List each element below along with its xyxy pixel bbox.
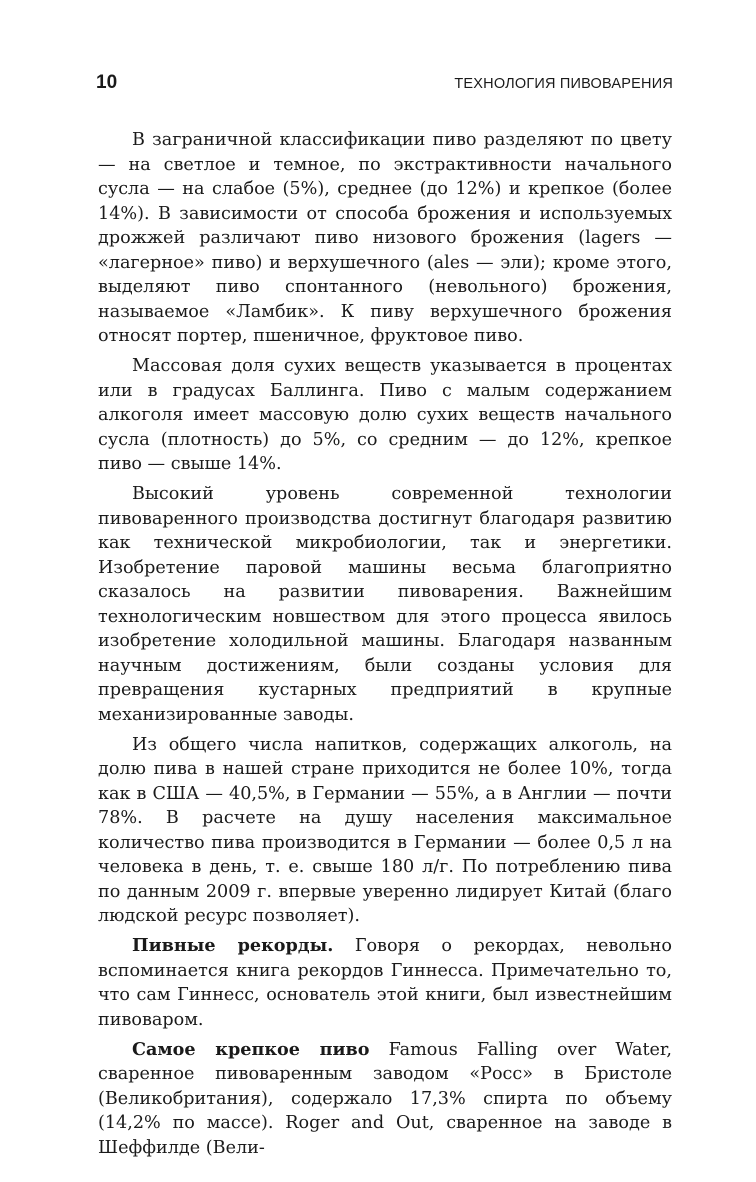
- page-number: 10: [96, 72, 118, 93]
- paragraph-classification: [98, 128, 672, 349]
- paragraph-strongest-beer: [98, 1038, 672, 1161]
- paragraph-lead: Пивные рекорды.: [132, 935, 334, 957]
- paragraph-technology: [98, 482, 672, 727]
- running-title: ТЕХНОЛОГИЯ ПИВОВАРЕНИЯ: [454, 76, 673, 92]
- paragraph-text: Famous Falling over Water, сваренное пивоваренным заводом «Росс» в Бристоле (Великобритания), содержало 17,3% спирта по объему (14,2% по массе). Roger and Out, сваренное на заводе в Шеффилде (Вели-: [98, 1039, 672, 1158]
- page-header: [96, 70, 673, 96]
- paragraph-text: Высокий уровень современной технологии пивоваренного производства достигнут благодаря развитию как технической микробиологии, так и энергетики. Изобретение паровой машины весьма благоприятно сказалось на развитии пивоварения. Важнейшим технологическим новшеством для этого процесса явилось изобретение холодильной машины. Благодаря названным научным достижениям, были созданы условия для превращения кустарных предприятий в крупные механизированные заводы.: [98, 484, 672, 725]
- paragraph-consumption: [98, 733, 672, 929]
- text-body: [98, 128, 672, 1160]
- paragraph-text: Массовая доля сухих веществ указывается в процентах или в градусах Баллинга. Пиво с малым содержанием алкоголя имеет массовую долю сухих веществ начального сусла (плотность) до 5%, со средним — до 12%, крепкое пиво — свыше 14%.: [98, 356, 672, 475]
- paragraph-lead: Самое крепкое пиво: [132, 1038, 370, 1060]
- paragraph-text: В заграничной классификации пиво разделяют по цвету — на светлое и темное, по экстрактивности начального сусла — на слабое (5%), среднее (до 12%) и крепкое (более 14%). В зависимости от способа брожения и используемых дрожжей различают пиво низового брожения (lagers — «лагерное» пиво) и верхушечного (ales — эли); кроме этого, выделяют пиво спонтанного (невольного) брожения, называемое «Ламбик». К пиву верхушечного брожения относят портер, пшеничное, фруктовое пиво.: [98, 130, 672, 346]
- paragraph-text: Из общего числа напитков, содержащих алкоголь, на долю пива в нашей стране приходится не более 10%, тогда как в США — 40,5%, в Германии — 55%, а в Англии — почти 78%. В расчете на душу населения максимальное количество пива производится в Германии — более 0,5 л на человека в день, т. е. свыше 180 л/г. По потреблению пива по данным 2009 г. впервые уверенно лидирует Китай (благо людской ресурс позволяет).: [98, 734, 672, 927]
- paragraph-dry-matter: [98, 354, 672, 477]
- paragraph-text: Говоря о рекордах, невольно вспоминается книга рекордов Гиннесса. Примечательно то, что сам Гиннесс, основатель этой книги, был известнейшим пивоваром.: [98, 936, 673, 1030]
- paragraph-beer-records: [98, 934, 672, 1032]
